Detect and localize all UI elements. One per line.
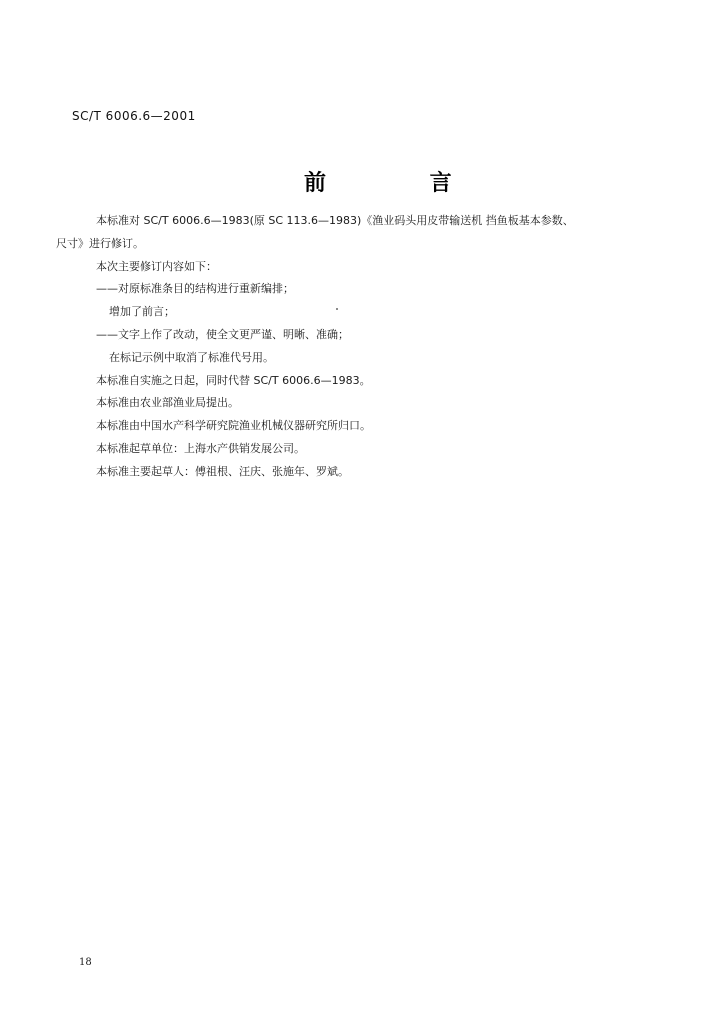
scan-speck — [336, 308, 338, 310]
list-item-add-foreword: 增加了前言； — [109, 305, 175, 319]
paragraph-revision-intro: 本标准对 SC/T 6006.6—1983(原 SC 113.6—1983)《渔业码头用皮带输送机 挡鱼板基本参数、 — [96, 214, 574, 227]
paragraph-main-changes: 本次主要修订内容如下： — [96, 259, 217, 273]
paragraph-drafters: 本标准主要起草人：傅祖根、汪庆、张施年、罗斌。 — [96, 464, 349, 478]
list-item-marking-example: 在标记示例中取消了标准代号用。 — [109, 350, 274, 364]
page-title: 前 言 — [304, 170, 500, 196]
paragraph-revision-intro-cont: 尺寸》进行修订。 — [56, 236, 144, 250]
page-number: 18 — [79, 957, 92, 968]
paragraph-proposed-by: 本标准由农业部渔业局提出。 — [96, 396, 239, 410]
paragraph-drafting-unit: 本标准起草单位：上海水产供销发展公司。 — [96, 441, 305, 455]
paragraph-replaces: 本标准自实施之日起，同时代替 SC/T 6006.6—1983。 — [96, 373, 371, 387]
list-item-text-changes: ——文字上作了改动，使全文更严谨、明晰、准确； — [96, 327, 349, 341]
foreword-body — [56, 210, 656, 484]
list-item-restructure: ——对原标准条目的结构进行重新编排； — [96, 282, 294, 296]
standard-code: SC/T 6006.6—2001 — [72, 109, 196, 123]
paragraph-centralized-by: 本标准由中国水产科学研究院渔业机械仪器研究所归口。 — [96, 419, 371, 433]
